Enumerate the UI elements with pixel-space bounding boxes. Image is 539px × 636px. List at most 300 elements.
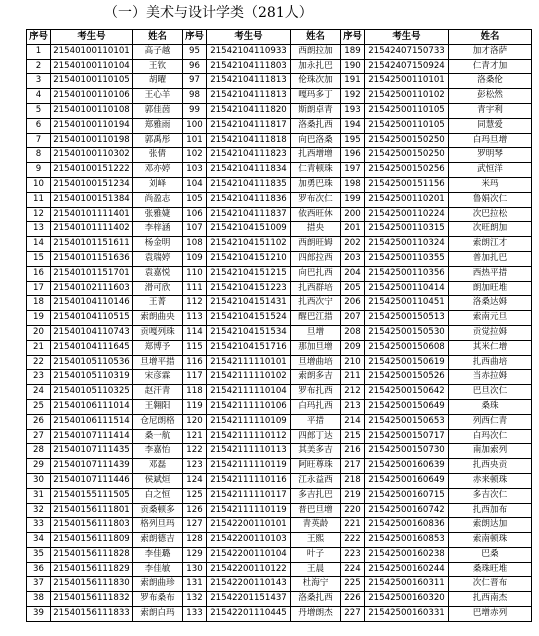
table-cell: 31 — [27, 488, 51, 503]
table-cell: 四郎丁达 — [291, 429, 341, 444]
table-cell: 124 — [183, 473, 207, 488]
table-cell: 116 — [183, 355, 207, 370]
table-cell: 21540101151636 — [51, 251, 133, 266]
table-cell: 21542500160853 — [365, 533, 449, 548]
table-cell: 21540156111830 — [51, 577, 133, 592]
table-cell: 132 — [183, 592, 207, 607]
table-cell: 米玛 — [449, 177, 532, 192]
table-cell: 索南顿珠 — [449, 533, 532, 548]
table-cell: 122 — [183, 444, 207, 459]
table-cell: 丹增朗杰 — [291, 607, 341, 622]
table-cell: 114 — [183, 325, 207, 340]
table-cell: 21542111110113 — [207, 444, 291, 459]
table-row — [27, 488, 532, 503]
table-cell: 21542111110104 — [207, 385, 291, 400]
table-row — [27, 133, 532, 148]
table-cell: 21542500160649 — [365, 473, 449, 488]
table-cell: 21542500110105 — [365, 118, 449, 133]
table-cell: 王心羊 — [133, 89, 183, 104]
table-cell: 旦增曲培 — [291, 355, 341, 370]
table-cell: 罗布扎西 — [291, 385, 341, 400]
table-cell: 王菁 — [133, 296, 183, 311]
table-row — [27, 163, 532, 178]
table-cell: 210 — [341, 355, 365, 370]
table-cell: 126 — [183, 503, 207, 518]
table-cell: 21540100110108 — [51, 103, 133, 118]
table-cell: 巴旦次仁 — [449, 385, 532, 400]
table-cell: 21542111110116 — [207, 473, 291, 488]
header-cell: 姓名 — [133, 30, 183, 45]
table-cell: 96 — [183, 59, 207, 74]
table-cell: 21540104110146 — [51, 296, 133, 311]
table-cell: 21540101111401 — [51, 207, 133, 222]
table-cell: 191 — [341, 74, 365, 89]
table-cell: 21542500150250 — [365, 133, 449, 148]
table-cell: 21540156111832 — [51, 592, 133, 607]
table-row — [27, 281, 532, 296]
table-cell: 武恒洋 — [449, 163, 532, 178]
table-cell: 21540100110105 — [51, 74, 133, 89]
table-cell: 郑博予 — [133, 340, 183, 355]
table-cell: 21542200110122 — [207, 562, 291, 577]
table-cell: 南加索列 — [449, 444, 532, 459]
table-cell: 9 — [27, 163, 51, 178]
table-cell: 101 — [183, 133, 207, 148]
table-cell: 222 — [341, 533, 365, 548]
table-cell: 李嘉怡 — [133, 444, 183, 459]
table-cell: 212 — [341, 385, 365, 400]
table-cell: 朗加旺堆 — [449, 281, 532, 296]
table-cell: 尚盈志 — [133, 192, 183, 207]
table-cell: 桑珠 — [449, 399, 532, 414]
table-cell: 21542500110355 — [365, 251, 449, 266]
table-cell: 21542104111818 — [207, 133, 291, 148]
table-cell: 21540156111803 — [51, 518, 133, 533]
table-cell: 217 — [341, 459, 365, 474]
header-cell: 序号 — [27, 30, 51, 45]
table-cell: 35 — [27, 547, 51, 562]
table-row — [27, 311, 532, 326]
table-cell: 21542104151534 — [207, 325, 291, 340]
table-row — [27, 207, 532, 222]
table-cell: 21540100110106 — [51, 89, 133, 104]
table-cell: 胡曜 — [133, 74, 183, 89]
header-cell: 姓名 — [291, 30, 341, 45]
table-cell: 索朗达加 — [449, 518, 532, 533]
table-cell: 21540156111809 — [51, 533, 133, 548]
table-cell: 洛桑扎西 — [291, 592, 341, 607]
table-cell: 221 — [341, 518, 365, 533]
table-cell: 21540101151611 — [51, 237, 133, 252]
table-cell: 多吉扎巴 — [291, 488, 341, 503]
table-cell: 6 — [27, 118, 51, 133]
table-row — [27, 533, 532, 548]
table-row — [27, 340, 532, 355]
table-cell: 21542500151156 — [365, 177, 449, 192]
table-cell: 其米仁增 — [449, 340, 532, 355]
table-cell: 巴增赤列 — [449, 607, 532, 622]
table-cell: 21542500150730 — [365, 444, 449, 459]
table-cell: 21540107111439 — [51, 459, 133, 474]
table-cell: 罗明琴 — [449, 148, 532, 163]
table-cell: 郑雅雨 — [133, 118, 183, 133]
table-cell: 21542104111813 — [207, 74, 291, 89]
table-cell: 袁嘉悦 — [133, 266, 183, 281]
table-cell: 196 — [341, 148, 365, 163]
table-cell: 21542500160742 — [365, 503, 449, 518]
table-cell: 21540107111435 — [51, 444, 133, 459]
table-cell: 21542500110101 — [365, 74, 449, 89]
table-cell: 21542201110445 — [207, 607, 291, 622]
table-row — [27, 148, 532, 163]
table-cell: 21540107111446 — [51, 473, 133, 488]
table-cell: 22 — [27, 355, 51, 370]
table-cell: 21542500150653 — [365, 414, 449, 429]
table-cell: 仁青才加 — [449, 59, 532, 74]
table-row — [27, 370, 532, 385]
table-cell: 醒巴江措 — [291, 311, 341, 326]
table-cell: 21542500150526 — [365, 370, 449, 385]
table-cell: 105 — [183, 192, 207, 207]
table-cell: 21540155111505 — [51, 488, 133, 503]
table-cell: 21542500160331 — [365, 607, 449, 622]
table-cell: 21 — [27, 340, 51, 355]
table-cell: 侯斌烜 — [133, 473, 183, 488]
table-cell: 21542104151102 — [207, 237, 291, 252]
table-cell: 11 — [27, 192, 51, 207]
table-cell: 桑珠旺堆 — [449, 562, 532, 577]
table-cell: 西朗拉加 — [291, 44, 341, 59]
table-cell: 洛桑伦 — [449, 74, 532, 89]
table-cell: 121 — [183, 429, 207, 444]
table-cell: 巴桑 — [449, 547, 532, 562]
table-cell: 当赤拉姆 — [449, 370, 532, 385]
table-cell: 21542500160639 — [365, 459, 449, 474]
table-cell: 100 — [183, 118, 207, 133]
table-cell: 120 — [183, 414, 207, 429]
table-cell: 21542111110117 — [207, 488, 291, 503]
table-cell: 21542104111817 — [207, 118, 291, 133]
table-row — [27, 237, 532, 252]
table-cell: 21542104151716 — [207, 340, 291, 355]
table-cell: 西朗旺姆 — [291, 237, 341, 252]
table-row — [27, 607, 532, 622]
table-cell: 107 — [183, 222, 207, 237]
table-row — [27, 192, 532, 207]
table-cell: 王熙 — [291, 533, 341, 548]
table-cell: 224 — [341, 562, 365, 577]
table-cell: 21542500160238 — [365, 547, 449, 562]
table-cell: 郭佳茵 — [133, 103, 183, 118]
table-cell: 223 — [341, 547, 365, 562]
header-cell: 姓名 — [449, 30, 532, 45]
table-cell: 21542500110201 — [365, 192, 449, 207]
table-row — [27, 414, 532, 429]
table-cell: 118 — [183, 385, 207, 400]
table-cell: 21540100110104 — [51, 59, 133, 74]
table-row — [27, 385, 532, 400]
table-cell: 白玛次仁 — [449, 429, 532, 444]
table-cell: 104 — [183, 177, 207, 192]
table-cell: 加才洛萨 — [449, 44, 532, 59]
table-cell: 索朗江才 — [449, 237, 532, 252]
table-cell: 索朗多吉 — [291, 370, 341, 385]
table-cell: 21542111110101 — [207, 355, 291, 370]
table-cell: 普巴旦增 — [291, 503, 341, 518]
table-row — [27, 103, 532, 118]
table-cell: 37 — [27, 577, 51, 592]
table-cell: 扎西增增 — [291, 148, 341, 163]
table-cell: 190 — [341, 59, 365, 74]
table-cell: 滑可欣 — [133, 281, 183, 296]
table-cell: 206 — [341, 296, 365, 311]
table-cell: 21540104110743 — [51, 325, 133, 340]
table-cell: 21542104151210 — [207, 251, 291, 266]
table-cell: 21542500150619 — [365, 355, 449, 370]
table-cell: 21540156111833 — [51, 607, 133, 622]
table-cell: 21542500160244 — [365, 562, 449, 577]
table-cell: 21542111110106 — [207, 399, 291, 414]
table-cell: 108 — [183, 237, 207, 252]
table-cell: 21540100110194 — [51, 118, 133, 133]
table-cell: 21542500150256 — [365, 163, 449, 178]
table-cell: 102 — [183, 148, 207, 163]
table-row — [27, 473, 532, 488]
table-cell: 措央 — [291, 222, 341, 237]
table-cell: 青宇利 — [449, 103, 532, 118]
table-cell: 索朗德吉 — [133, 533, 183, 548]
table-cell: 21542104151223 — [207, 281, 291, 296]
table-cell: 李佳璐 — [133, 547, 183, 562]
table-cell: 106 — [183, 207, 207, 222]
table-cell: 21542200110103 — [207, 533, 291, 548]
table-cell: 21542104111803 — [207, 59, 291, 74]
table-cell: 5 — [27, 103, 51, 118]
table-cell: 21542500150642 — [365, 385, 449, 400]
table-cell: 贡觉拉姆 — [449, 325, 532, 340]
admission-table — [26, 29, 532, 622]
table-row — [27, 518, 532, 533]
table-cell: 21540101151701 — [51, 266, 133, 281]
table-cell: 117 — [183, 370, 207, 385]
table-cell: 95 — [183, 44, 207, 59]
header-cell: 考生号 — [207, 30, 291, 45]
table-cell: 32 — [27, 503, 51, 518]
table-cell: 34 — [27, 533, 51, 548]
header-cell: 考生号 — [365, 30, 449, 45]
table-cell: 211 — [341, 370, 365, 385]
table-cell: 207 — [341, 311, 365, 326]
table-cell: 依西旺休 — [291, 207, 341, 222]
table-cell: 25 — [27, 399, 51, 414]
table-cell: 189 — [341, 44, 365, 59]
table-cell: 21540156111801 — [51, 503, 133, 518]
table-cell: 21540100151384 — [51, 192, 133, 207]
table-cell: 33 — [27, 518, 51, 533]
table-cell: 111 — [183, 281, 207, 296]
table-row — [27, 592, 532, 607]
table-cell: 索朗白玛 — [133, 607, 183, 622]
table-cell: 斯朗卓青 — [291, 103, 341, 118]
table-cell: 21542407150733 — [365, 44, 449, 59]
table-cell: 225 — [341, 577, 365, 592]
table-cell: 21540100151222 — [51, 163, 133, 178]
table-cell: 103 — [183, 163, 207, 178]
table-cell: 16 — [27, 266, 51, 281]
table-cell: 刘峄 — [133, 177, 183, 192]
table-row — [27, 577, 532, 592]
table-cell: 4 — [27, 89, 51, 104]
table-cell: 21540105110319 — [51, 370, 133, 385]
table-cell: 同慧爱 — [449, 118, 532, 133]
table-cell: 39 — [27, 607, 51, 622]
table-cell: 193 — [341, 103, 365, 118]
table-cell: 张雅婕 — [133, 207, 183, 222]
table-cell: 21540106111014 — [51, 399, 133, 414]
table-cell: 次仁晋布 — [449, 577, 532, 592]
table-cell: 21542104151431 — [207, 296, 291, 311]
table-cell: 21540102111603 — [51, 281, 133, 296]
table-cell: 19 — [27, 311, 51, 326]
table-row — [27, 296, 532, 311]
table-cell: 旦增平措 — [133, 355, 183, 370]
table-cell: 仓尼朗格 — [133, 414, 183, 429]
table-cell: 123 — [183, 459, 207, 474]
table-cell: 209 — [341, 340, 365, 355]
table-row — [27, 429, 532, 444]
table-cell: 21542111110109 — [207, 414, 291, 429]
table-cell: 30 — [27, 473, 51, 488]
table-cell: 192 — [341, 89, 365, 104]
table-cell: 贡嘎列珠 — [133, 325, 183, 340]
table-cell: 索南元旦 — [449, 311, 532, 326]
header-cell: 序号 — [341, 30, 365, 45]
table-cell: 10 — [27, 177, 51, 192]
table-cell: 203 — [341, 251, 365, 266]
table-cell: 青英龄 — [291, 518, 341, 533]
table-row — [27, 59, 532, 74]
table-cell: 其美多吉 — [291, 444, 341, 459]
table-row — [27, 325, 532, 340]
table-cell: 扎西曲培 — [449, 355, 532, 370]
table-cell: 李梓涵 — [133, 222, 183, 237]
table-cell: 21540100110101 — [51, 44, 133, 59]
table-cell: 21540104110515 — [51, 311, 133, 326]
table-cell: 21540105110536 — [51, 355, 133, 370]
table-cell: 21542407150924 — [365, 59, 449, 74]
table-cell: 21542201151437 — [207, 592, 291, 607]
table-row — [27, 399, 532, 414]
table-cell: 8 — [27, 148, 51, 163]
table-cell: 21542200110143 — [207, 577, 291, 592]
table-cell: 加勇巴珠 — [291, 177, 341, 192]
table-cell: 江永益西 — [291, 473, 341, 488]
table-cell: 24 — [27, 385, 51, 400]
table-cell: 205 — [341, 281, 365, 296]
table-cell: 21542111110112 — [207, 429, 291, 444]
table-cell: 38 — [27, 592, 51, 607]
table-cell: 198 — [341, 177, 365, 192]
table-cell: 131 — [183, 577, 207, 592]
header-cell: 考生号 — [51, 30, 133, 45]
table-cell: 127 — [183, 518, 207, 533]
table-cell: 36 — [27, 562, 51, 577]
table-cell: 21542104151524 — [207, 311, 291, 326]
table-cell: 199 — [341, 192, 365, 207]
table-cell: 次旺朗加 — [449, 222, 532, 237]
table-cell: 219 — [341, 488, 365, 503]
table-cell: 洛桑达姆 — [449, 296, 532, 311]
table-cell: 21542500150513 — [365, 311, 449, 326]
table-cell: 罗布次仁 — [291, 192, 341, 207]
table-cell: 195 — [341, 133, 365, 148]
table-cell: 21542500110105 — [365, 103, 449, 118]
table-row — [27, 355, 532, 370]
table-cell: 李佳敏 — [133, 562, 183, 577]
table-row — [27, 177, 532, 192]
table-row — [27, 222, 532, 237]
table-row — [27, 444, 532, 459]
table-cell: 杨金明 — [133, 237, 183, 252]
table-row — [27, 562, 532, 577]
table-cell: 邓亦婷 — [133, 163, 183, 178]
table-cell: 王钦 — [133, 59, 183, 74]
table-cell: 仁青顿珠 — [291, 163, 341, 178]
table-cell: 洛桑扎西 — [291, 118, 341, 133]
table-cell: 194 — [341, 118, 365, 133]
table-cell: 97 — [183, 74, 207, 89]
table-cell: 宋彦霖 — [133, 370, 183, 385]
table-cell: 嘎玛多丁 — [291, 89, 341, 104]
table-cell: 21540105110325 — [51, 385, 133, 400]
table-cell: 21542500150530 — [365, 325, 449, 340]
table-cell: 桑一航 — [133, 429, 183, 444]
table-cell: 227 — [341, 607, 365, 622]
table-cell: 杜海宁 — [291, 577, 341, 592]
table-cell: 平措 — [291, 414, 341, 429]
table-cell: 21540107111414 — [51, 429, 133, 444]
table-cell: 21542500160715 — [365, 488, 449, 503]
table-cell: 26 — [27, 414, 51, 429]
table-cell: 扎西次宁 — [291, 296, 341, 311]
table-cell: 218 — [341, 473, 365, 488]
table-cell: 112 — [183, 296, 207, 311]
table-cell: 向巴扎西 — [291, 266, 341, 281]
table-cell: 115 — [183, 340, 207, 355]
table-cell: 21542104151009 — [207, 222, 291, 237]
table-cell: 21542500160836 — [365, 518, 449, 533]
table-cell: 15 — [27, 251, 51, 266]
table-cell: 西热平措 — [449, 266, 532, 281]
table-cell: 21540100151234 — [51, 177, 133, 192]
table-cell: 扎西央贡 — [449, 459, 532, 474]
table-cell: 21542500150649 — [365, 399, 449, 414]
table-cell: 21542104111823 — [207, 148, 291, 163]
table-cell: 220 — [341, 503, 365, 518]
header-cell: 序号 — [183, 30, 207, 45]
table-row — [27, 89, 532, 104]
table-cell: 列西仁青 — [449, 414, 532, 429]
table-cell: 201 — [341, 222, 365, 237]
table-cell: 王晨 — [291, 562, 341, 577]
table-cell: 白之恒 — [133, 488, 183, 503]
table-cell: 21542500110224 — [365, 207, 449, 222]
table-cell: 197 — [341, 163, 365, 178]
table-cell: 21540156111828 — [51, 547, 133, 562]
table-cell: 那加旦增 — [291, 340, 341, 355]
table-cell: 21540104111645 — [51, 340, 133, 355]
page-title: （一）美术与设计学类（281人） — [104, 5, 313, 21]
